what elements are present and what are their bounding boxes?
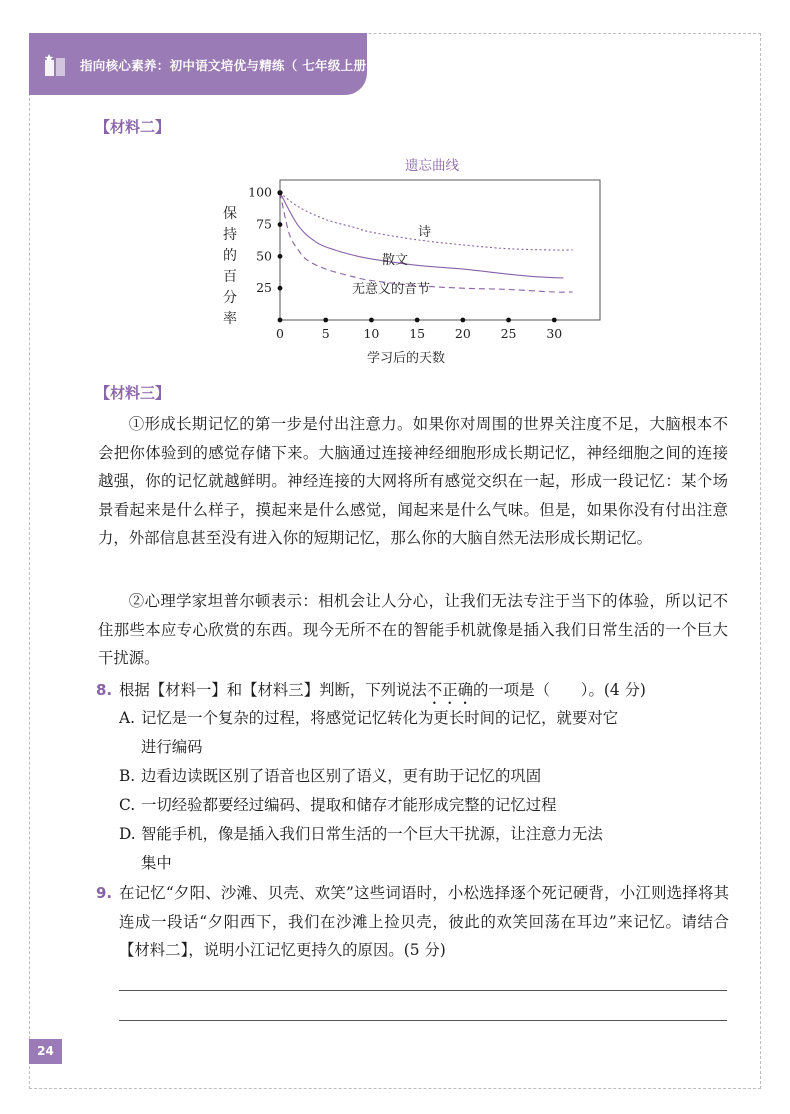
x-tick-label: 20 [454, 326, 471, 341]
option-letter: C. [119, 796, 136, 814]
q8-stem-emphasis: 不正确 [426, 681, 474, 699]
y-tick-label: 75 [256, 216, 272, 232]
answer-line[interactable] [119, 1020, 727, 1021]
option-letter: A. [119, 709, 136, 727]
y-axis-label-char: 保 [223, 206, 237, 222]
option-text: 记忆是一个复杂的过程，将感觉记忆转化为更长时间的记忆，就要对它 [141, 709, 619, 727]
option-text-continued: 进行编码 [141, 737, 203, 756]
x-tick-label: 0 [276, 326, 284, 341]
y-axis-label [223, 206, 237, 327]
x-tick-label: 5 [321, 326, 330, 341]
x-tick-mark [415, 318, 420, 323]
header-title: 指向核心素养：初中语文培优与精练（ 七年级上册 ） [80, 58, 384, 73]
page-number: 24 [29, 1039, 62, 1064]
x-tick-mark [506, 318, 511, 323]
y-tick-mark [278, 286, 283, 291]
y-axis-label-char: 百 [223, 269, 237, 285]
x-tick-label: 30 [546, 326, 563, 341]
material3-paragraph-2: ②心理学家坦普尔顿表示：相机会让人分心，让我们无法专注于当下的体验，所以记不住那些本应专心欣赏的东西。现今无所不在的智能手机就像是插入我们日常生活的一个巨大干扰源。 [98, 592, 728, 667]
option-text: 一切经验都要经过编码、提取和储存才能形成完整的记忆过程 [141, 796, 557, 814]
x-tick-label: 10 [363, 326, 380, 341]
plot-area [280, 180, 600, 320]
option-a[interactable] [119, 704, 729, 761]
y-axis-label-char: 持 [223, 227, 237, 243]
x-tick-mark [460, 318, 465, 323]
q8-stem-after: 的一项是（ ）。(4 分) [473, 681, 646, 699]
option-b[interactable] [119, 762, 729, 791]
option-letter: D. [119, 825, 136, 843]
y-axis-label-char: 的 [223, 248, 237, 264]
x-axis-label: 学习后的天数 [366, 351, 446, 366]
y-axis-label-char: 分 [223, 290, 237, 306]
x-tick-mark [369, 318, 374, 323]
x-tick-mark [552, 318, 557, 323]
series-line-2 [280, 193, 573, 292]
chart-title: 遗忘曲线 [405, 158, 459, 174]
x-tick-label: 25 [500, 326, 517, 341]
q8-stem-before: 根据【材料一】和【材料三】判断，下列说法 [119, 681, 427, 699]
book-logo-icon [43, 54, 69, 78]
y-tick-label: 50 [256, 248, 272, 264]
material3-label: 【材料三】 [95, 384, 171, 402]
series-label-prose: 散文 [382, 253, 409, 268]
option-text-continued: 集中 [141, 853, 172, 872]
material3-paragraph-1: ①形成长期记忆的第一步是付出注意力。如果你对周围的世界关注度不足，大脑根本不会把你体验到的感觉存储下来。大脑通过连接神经细胞形成长期记忆，神经细胞之间的连接越强，你的记忆就越鲜明。神经连接的大网将所有感觉交织在一起，形成一段记忆：某个场景看起来是什么样子，摸起来是什么感觉，闻起来是什么气味。但是，如果你没有付出注意力，外部信息甚至没有进入你的短期记忆，那么你的大脑自然无法形成长期记忆。 [98, 415, 728, 547]
x-tick-mark [323, 318, 328, 323]
origin-point [277, 190, 282, 195]
x-tick-mark [278, 318, 283, 323]
y-tick-mark [278, 254, 283, 259]
option-d[interactable] [119, 820, 729, 877]
question-9-number: 9. [96, 884, 113, 902]
series-line-0 [280, 193, 573, 250]
answer-line[interactable] [119, 990, 727, 991]
option-text: 边看边读既区别了语音也区别了语义，更有助于记忆的巩固 [141, 767, 542, 785]
y-tick-mark [278, 222, 283, 227]
forgetting-curve-chart [210, 150, 610, 370]
option-letter: B. [119, 767, 136, 785]
option-c[interactable] [119, 791, 729, 820]
option-text: 智能手机，像是插入我们日常生活的一个巨大干扰源，让注意力无法 [141, 825, 603, 843]
question-9-stem: 在记忆“夕阳、沙滩、贝壳、欢笑”这些词语时，小松选择逐个死记硬背，小江则选择将其连成一段话“夕阳西下，我们在沙滩上捡贝壳，彼此的欢笑回荡在耳边”来记忆。请结合【材料二】，说明小江记忆更持久的原因。(5 分) [119, 884, 729, 959]
y-tick-label: 25 [256, 280, 272, 296]
material2-label: 【材料二】 [95, 118, 171, 136]
question-8-number: 8. [96, 681, 113, 699]
x-tick-label: 15 [409, 326, 426, 341]
series-label-poem: 诗 [418, 225, 432, 240]
y-axis-label-char: 率 [223, 311, 237, 327]
y-tick-label: 100 [248, 184, 272, 200]
series-label-nonsense: 无意义的音节 [352, 282, 431, 297]
